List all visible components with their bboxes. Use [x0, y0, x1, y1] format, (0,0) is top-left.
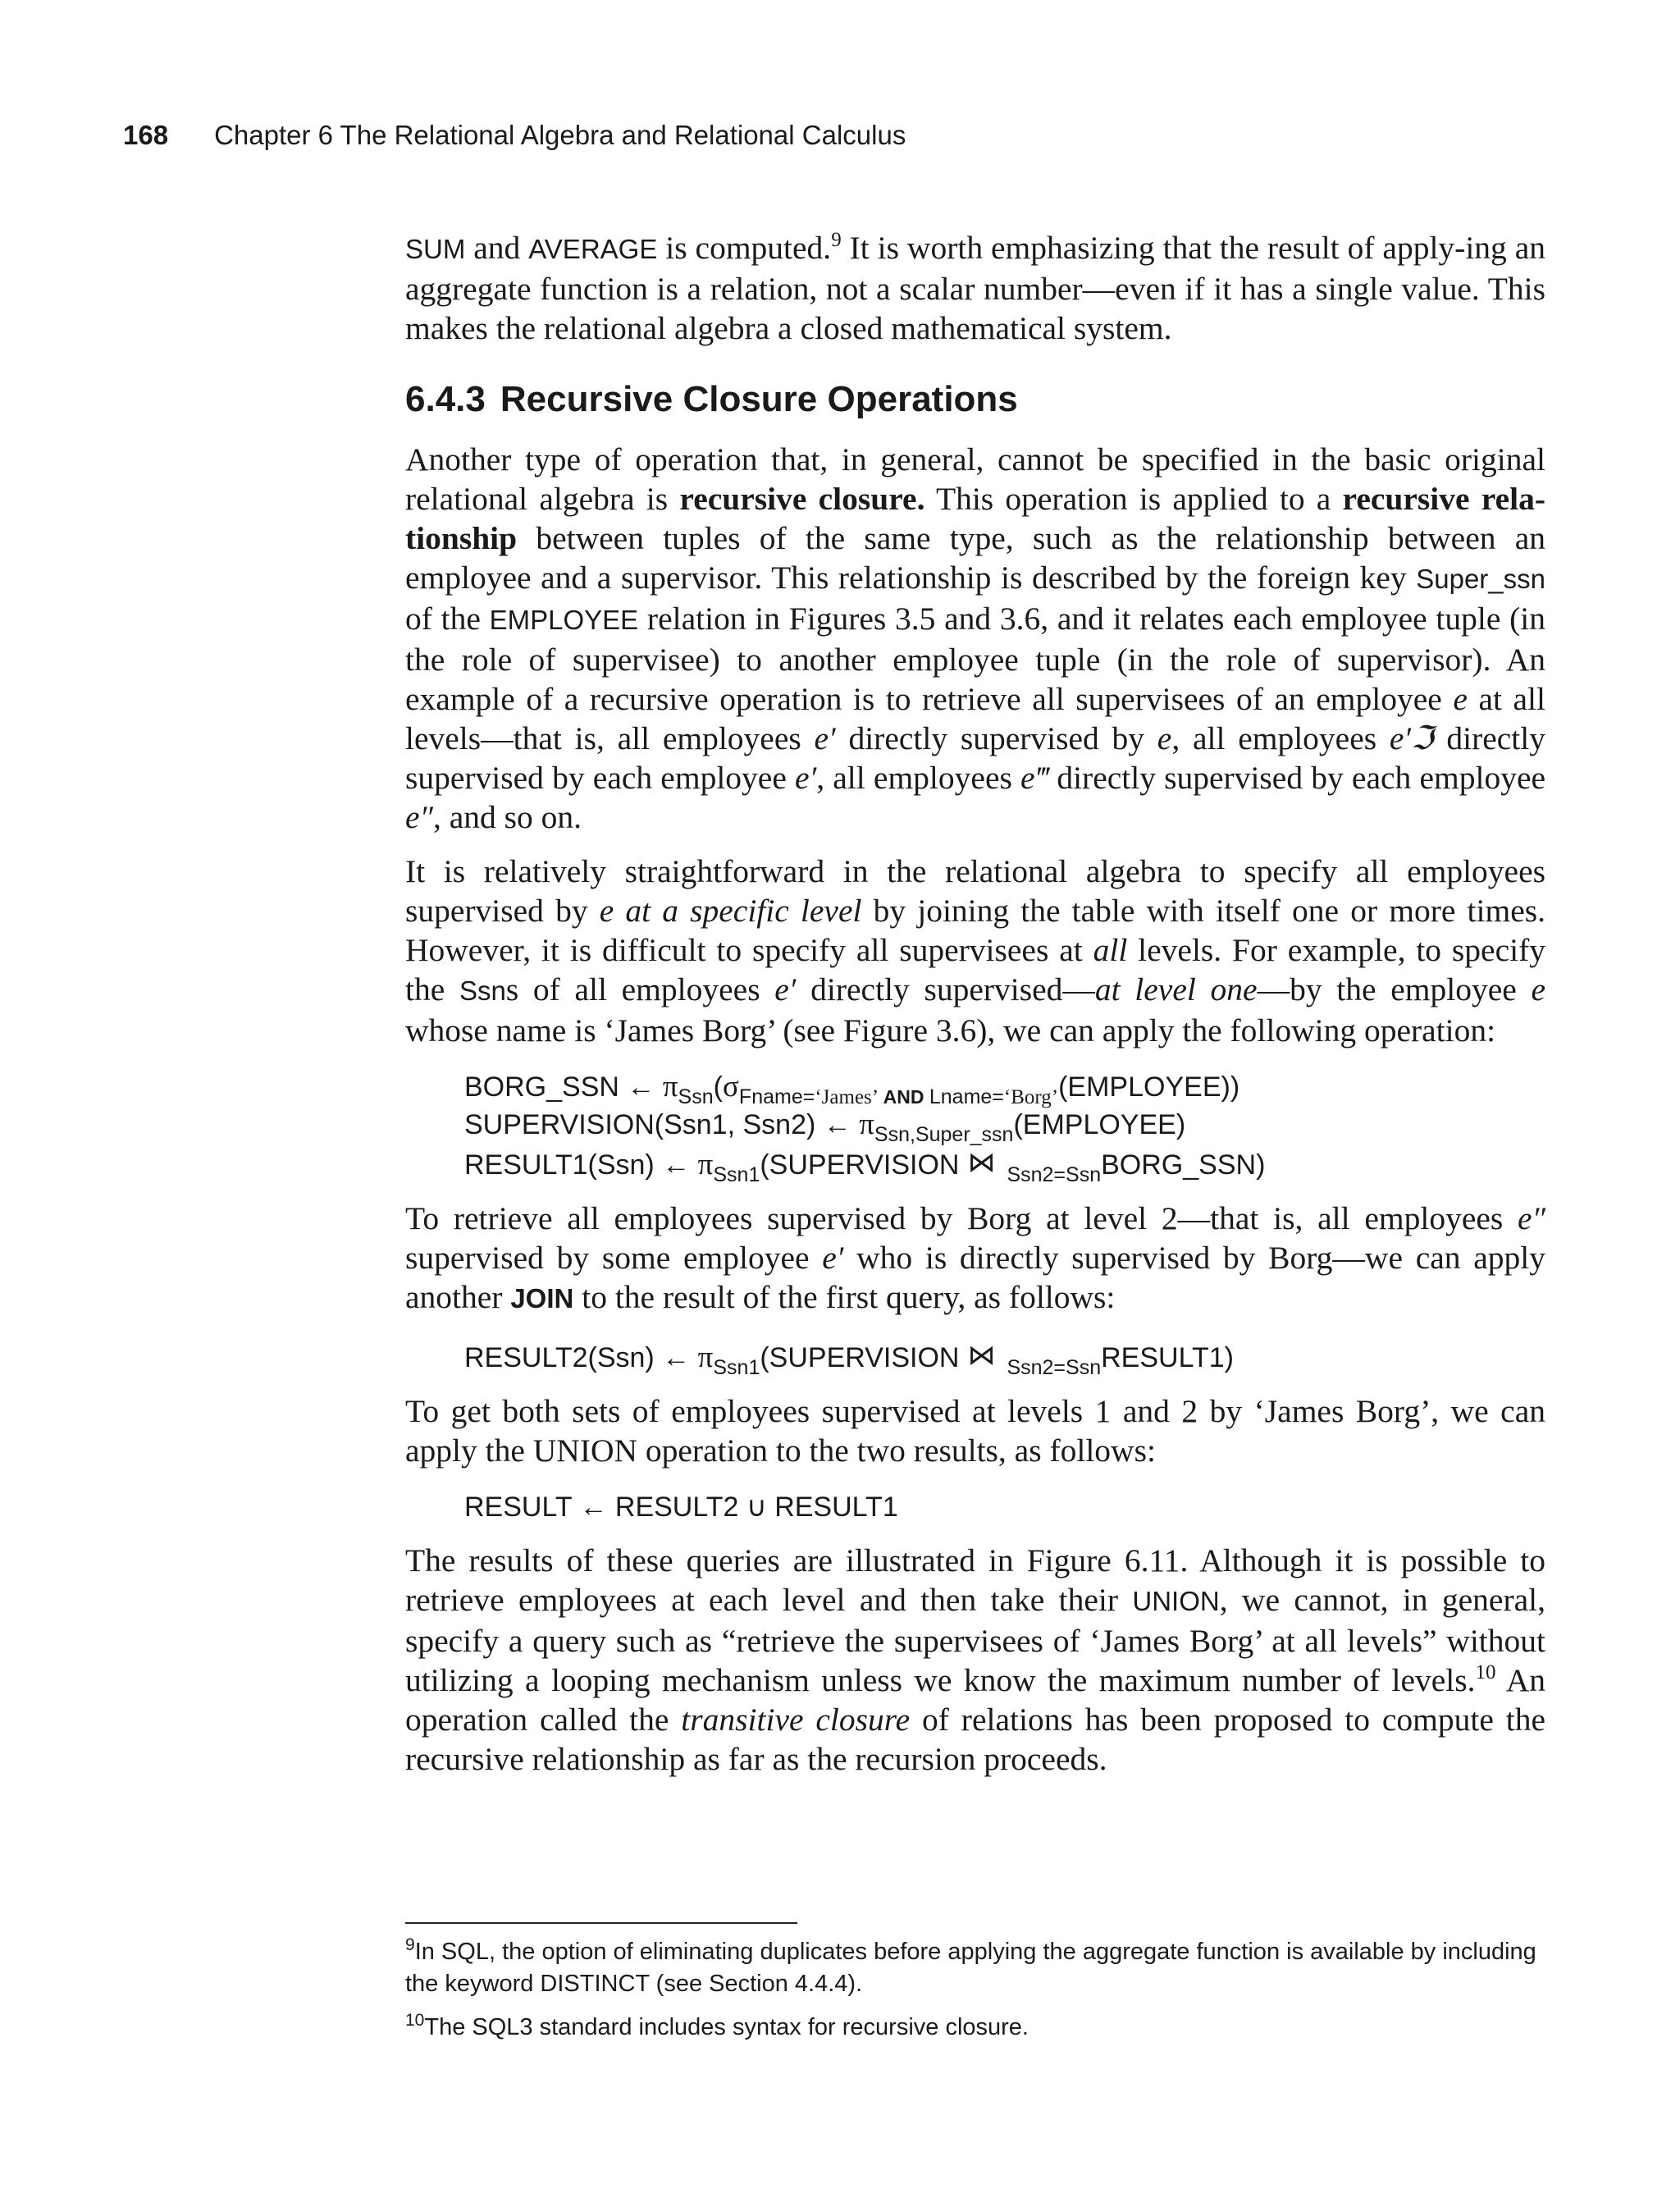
- join-condition: Ssn2=Ssn: [1007, 1163, 1102, 1186]
- variable-e-prime: e′: [814, 720, 836, 756]
- variable-e-double-prime: e″: [1518, 1200, 1545, 1236]
- text-run: , and so on.: [432, 799, 582, 835]
- projection-list: Ssn,Super_ssn: [874, 1123, 1014, 1146]
- footnote-text: In SQL, the option of eliminating duplicates before applying the aggregate function is available by including the keyword DISTINCT (see Section 4.4.4).: [405, 1939, 1536, 1997]
- text-run: It is relatively straightforward in the relational algebra to specify all employees supervised by: [405, 853, 1545, 929]
- emphasis-all: all: [1093, 932, 1128, 968]
- pi-symbol: π: [859, 1108, 874, 1141]
- footnote-marker: 10: [405, 2011, 425, 2030]
- text-run: s of all employees: [505, 971, 775, 1007]
- keyword-sum: SUM: [405, 234, 466, 264]
- footnote-text: The SQL3 standard includes syntax for recursive closure.: [424, 2014, 1029, 2040]
- equation-block-level-two: [464, 1336, 1545, 1377]
- text-run: whose name is ‘James Borg’ (see Figure 3.6), we can apply the following operation:: [405, 1012, 1496, 1048]
- footnote-ref-9[interactable]: 9: [831, 229, 842, 251]
- paragraph-union: To get both sets of employees supervised at levels 1 and 2 by ‘James Borg’, we can apply the UNION operation to the two results, as follows:: [405, 1393, 1545, 1469]
- equation-supervision: [464, 1106, 1545, 1144]
- text-run: Another type of operation that, in general, cannot be specified in the basic original relational algebra is: [405, 441, 1545, 517]
- paragraph-recursive-closure: [405, 440, 1545, 837]
- paragraph-aggregate-result: [405, 228, 1545, 348]
- text-run: relation in Figures 3.5 and 3.6, and it relates each employee tuple (in the role of supervisee) to another employee tuple (in the role of supervisor). An example of a recursive operation is to retrieve all supervisees of an employee: [405, 601, 1545, 717]
- paragraph-specific-level: [405, 852, 1545, 1050]
- sigma-symbol: σ: [722, 1070, 739, 1103]
- equation-block-level-one: [464, 1068, 1545, 1184]
- eq-argument: BORG_SSN): [1101, 1149, 1266, 1181]
- variable-e-double-prime: e″: [405, 799, 433, 835]
- eq-lhs: RESULT2(Ssn): [464, 1342, 655, 1373]
- footnote-9: [405, 1936, 1545, 2000]
- join-symbol: ⋈: [967, 1340, 996, 1371]
- section-heading: [405, 376, 1545, 423]
- eq-argument: RESULT1): [1101, 1342, 1234, 1373]
- variable-e-prime: e′: [795, 760, 817, 796]
- equation-result1: [464, 1144, 1545, 1184]
- pi-symbol: π: [697, 1148, 714, 1181]
- attribute-ssn: Ssn: [459, 975, 506, 1006]
- section-number: 6.4.3: [405, 379, 486, 419]
- text-run: To retrieve all employees supervised by Borg at level 2—that is, all employees: [405, 1200, 1518, 1236]
- text-run: directly supervised—: [796, 971, 1095, 1007]
- variable-e-prime: e′: [774, 971, 797, 1007]
- chapter-title: Chapter 6 The Relational Algebra and Relational Calculus: [214, 120, 906, 150]
- eq-argument: (EMPLOYEE)): [1058, 1071, 1240, 1103]
- text-run: supervised by some employee: [405, 1240, 823, 1276]
- pi-symbol: π: [662, 1070, 678, 1103]
- equation-result-union: RESULT ← RESULT2 ∪ RESULT1: [464, 1492, 898, 1523]
- assign-arrow: ←: [662, 1342, 691, 1373]
- paragraph-level-two: [405, 1199, 1545, 1318]
- projection-list: Ssn1: [713, 1163, 760, 1186]
- text-run: This operation is applied to a: [924, 481, 1343, 517]
- term-transitive-closure: transitive closure: [681, 1702, 911, 1738]
- footnote-divider: [405, 1922, 797, 1924]
- equation-borg-ssn: BORG_SSN ← $\pi_{Ssn}(\sigma_{Fname=‘James’ AND Lname=‘Borg’}(EMPLOYEE))$: [464, 1070, 1240, 1108]
- condition-literal: ‘James’: [815, 1086, 879, 1108]
- text-run: , all employees: [816, 760, 1021, 796]
- footnotes: [405, 1936, 1545, 2055]
- selection-condition: [739, 1085, 1058, 1108]
- condition-part: Lname=: [929, 1085, 1004, 1108]
- page-number: 168: [123, 120, 169, 150]
- eq-argument: (SUPERVISION: [760, 1149, 960, 1181]
- text-run: , we cannot, in general, specify a query such as “retrieve the supervisees of ‘James Borg’ at all levels” without utilizing a looping mechanism unless we know the maximum number of levels.: [405, 1582, 1545, 1698]
- join-symbol: ⋈: [967, 1147, 996, 1178]
- text-run: It is worth emphasizing that the result of apply-ing an aggregate function is a relation, not a scalar number—even if it has a single value. This makes the relational algebra a closed mathematical system.: [405, 230, 1546, 346]
- attribute-super-ssn: Super_ssn: [1416, 564, 1545, 594]
- paragraph-transitive-closure: [405, 1541, 1545, 1779]
- text-run: directly supervised by each employee: [405, 720, 1545, 796]
- variable-e: e: [1157, 720, 1172, 756]
- text-run: of relations has been proposed to compute the recursive relationship as far as the recursion proceeds.: [405, 1702, 1545, 1777]
- keyword-join: JOIN: [510, 1283, 574, 1313]
- variable-e: e: [1453, 681, 1468, 717]
- text-run: The results of these queries are illustrated in Figure 6.11. Although it is possible to retrieve employees at each level and then take their: [405, 1542, 1545, 1618]
- eq-lhs: RESULT1(Ssn): [464, 1149, 655, 1181]
- text-run: by joining the table with itself one or more times. However, it is difficult to specify all supervisees at: [405, 893, 1545, 968]
- condition-and: AND: [879, 1086, 929, 1108]
- equation-result2: [464, 1336, 1545, 1377]
- emphasis-specific-level: e at a specific level: [599, 893, 862, 929]
- text-run: who is directly supervised by Borg—we can apply another: [405, 1240, 1545, 1315]
- keyword-union: UNION: [1132, 1586, 1220, 1616]
- projection-list: Ssn1: [713, 1356, 760, 1379]
- variable-e-prime: e′: [822, 1240, 844, 1276]
- assign-arrow: ←: [662, 1149, 691, 1181]
- eq-lhs: SUPERVISION(Ssn1, Ssn2): [464, 1109, 816, 1140]
- footnote-10: [405, 2012, 1545, 2044]
- eq-argument: (SUPERVISION: [760, 1342, 960, 1373]
- text-run: of the: [405, 601, 490, 637]
- text-run: to the result of the first query, as follows:: [573, 1279, 1116, 1315]
- variable-e-double-prime: e′ℑ: [1389, 720, 1434, 756]
- condition-literal: ‘Borg’: [1003, 1086, 1059, 1108]
- pi-symbol: π: [697, 1341, 714, 1374]
- keyword-average: AVERAGE: [528, 234, 658, 264]
- variable-e-triple-prime: e‴: [1020, 760, 1049, 796]
- equation-block-union: [464, 1488, 1545, 1526]
- text-run: , all employees: [1171, 720, 1390, 756]
- condition-part: Fname=: [738, 1085, 815, 1108]
- assign-arrow: ←: [627, 1071, 655, 1103]
- join-condition: Ssn2=Ssn: [1007, 1356, 1102, 1379]
- text-run: directly supervised by each employee: [1048, 760, 1546, 796]
- running-head: [123, 120, 906, 151]
- page-body: [405, 228, 1545, 1793]
- text-run: directly supervised by: [835, 720, 1157, 756]
- eq-lhs: BORG_SSN: [464, 1071, 619, 1103]
- footnote-marker: 9: [405, 1935, 415, 1954]
- projection-list: Ssn: [678, 1085, 714, 1108]
- text-run: between tuples of the same type, such as the relationship between an employee and a supervisor. This relationship is described by the foreign key: [405, 520, 1545, 596]
- text-run: An operation called the: [405, 1662, 1545, 1738]
- text-run: at all levels—that is, all employees: [405, 681, 1545, 756]
- text-run: levels. For example, to specify the: [405, 932, 1545, 1007]
- relation-employee: EMPLOYEE: [489, 605, 639, 635]
- text-run: is computed.: [657, 230, 832, 266]
- variable-e: e: [1531, 971, 1545, 1007]
- footnote-ref-10[interactable]: 10: [1475, 1661, 1496, 1683]
- term-recursive-closure: recursive closure.: [679, 481, 925, 517]
- term-recursive-relationship: recursive rela-tionship: [405, 481, 1546, 556]
- eq-argument: (EMPLOYEE): [1013, 1109, 1186, 1140]
- emphasis-level-one: at level one: [1094, 971, 1258, 1007]
- assign-arrow: ←: [823, 1109, 851, 1140]
- section-title: Recursive Closure Operations: [500, 379, 1018, 419]
- text-run: —by the employee: [1257, 971, 1532, 1007]
- text-run: and: [465, 230, 529, 266]
